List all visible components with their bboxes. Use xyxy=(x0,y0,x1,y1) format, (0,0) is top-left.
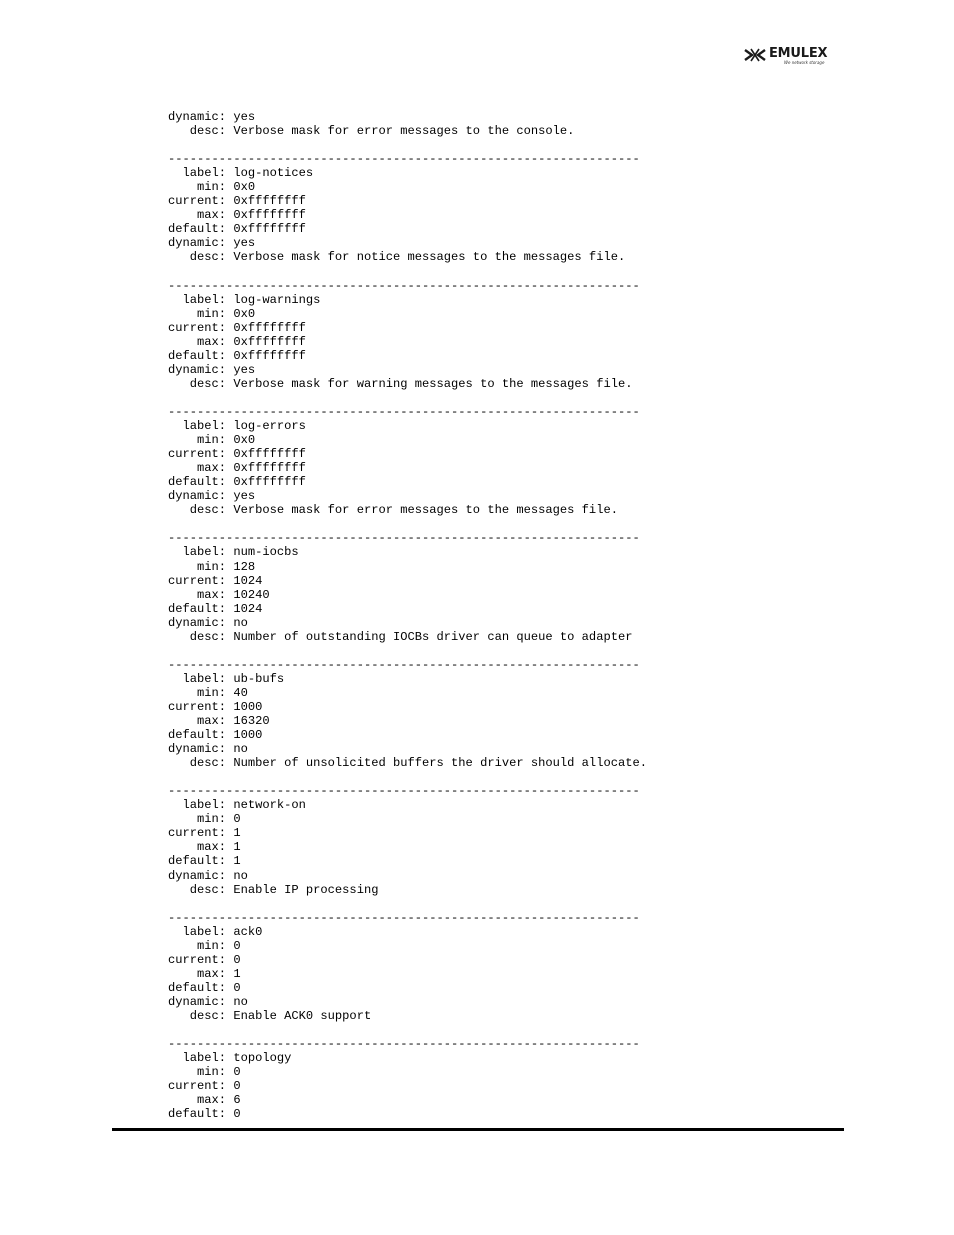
blank-line xyxy=(168,644,647,658)
field-min-line: min: 0x0 xyxy=(168,306,256,321)
blank-line xyxy=(168,391,647,405)
field-label-line: label: ub-bufs xyxy=(168,671,285,686)
field-label-line: label: log-warnings xyxy=(168,292,321,307)
separator-line: ----------------------------------------------------------------- xyxy=(168,152,640,167)
field-desc-line: desc: Enable IP processing xyxy=(168,882,379,897)
field-current-line: current: 0xffffffff xyxy=(168,447,306,462)
field-dynamic-line: dynamic: no xyxy=(168,868,248,883)
field-default-line: default: 0xffffffff xyxy=(168,475,306,490)
field-default-line: default: 1024 xyxy=(168,601,263,616)
field-dynamic-line: dynamic: no xyxy=(168,615,248,630)
field-min-line: min: 0 xyxy=(168,1065,241,1080)
field-label-line: label: ack0 xyxy=(168,924,263,939)
field-default-line: default: 0xffffffff xyxy=(168,348,306,363)
separator-line: ----------------------------------------------------------------- xyxy=(168,1037,640,1052)
field-default-line: default: 1000 xyxy=(168,728,263,743)
field-desc-line: desc: Number of unsolicited buffers the driver should allocate. xyxy=(168,756,647,771)
blank-line xyxy=(168,1023,647,1037)
field-current-line: current: 0xffffffff xyxy=(168,194,306,209)
field-label-line: label: log-errors xyxy=(168,419,306,434)
field-current-line: current: 0 xyxy=(168,952,241,967)
field-max-line: max: 0xffffffff xyxy=(168,334,306,349)
blank-line xyxy=(168,138,647,152)
field-max-line: max: 10240 xyxy=(168,587,270,602)
field-min-line: min: 0 xyxy=(168,938,241,953)
field-min-line: min: 128 xyxy=(168,559,256,574)
field-desc-line: desc: Verbose mask for warning messages to the messages file. xyxy=(168,376,633,391)
field-max-line: max: 0xffffffff xyxy=(168,461,306,476)
field-current-line: current: 0 xyxy=(168,1079,241,1094)
field-label-line: label: num-iocbs xyxy=(168,545,299,560)
field-desc-line: desc: Verbose mask for notice messages to the messages file. xyxy=(168,250,626,265)
separator-line: ----------------------------------------------------------------- xyxy=(168,404,640,419)
field-min-line: min: 0x0 xyxy=(168,180,256,195)
field-min-line: min: 0x0 xyxy=(168,433,256,448)
field-label-line: label: log-notices xyxy=(168,166,314,181)
field-dynamic-line: dynamic: yes xyxy=(168,362,256,377)
parameter-listing xyxy=(168,110,647,1121)
blank-line xyxy=(168,897,647,911)
separator-line: ----------------------------------------------------------------- xyxy=(168,784,640,799)
field-max-line: max: 1 xyxy=(168,966,241,981)
field-max-line: max: 6 xyxy=(168,1093,241,1108)
field-min-line: min: 40 xyxy=(168,685,248,700)
field-current-line: current: 1 xyxy=(168,826,241,841)
field-desc-line: desc: Enable ACK0 support xyxy=(168,1009,372,1023)
emulex-mark-icon xyxy=(744,48,766,62)
separator-line: ----------------------------------------------------------------- xyxy=(168,657,640,672)
field-dynamic-line: dynamic: no xyxy=(168,742,248,757)
logo-tagline: We network storage xyxy=(784,60,825,65)
field-desc-line: desc: Number of outstanding IOCBs driver can queue to adapter xyxy=(168,629,633,644)
field-label-line: label: topology xyxy=(168,1051,292,1066)
field-current-line: current: 1000 xyxy=(168,699,263,714)
field-current-line: current: 1024 xyxy=(168,573,263,588)
field-default-line: default: 0xffffffff xyxy=(168,222,306,237)
field-default-line: default: 0 xyxy=(168,980,241,995)
separator-line: ----------------------------------------------------------------- xyxy=(168,531,640,546)
field-min-line: min: 0 xyxy=(168,812,241,827)
separator-line: ----------------------------------------------------------------- xyxy=(168,278,640,293)
field-dynamic-line: dynamic: yes xyxy=(168,236,256,251)
blank-line xyxy=(168,770,647,784)
field-default-line: default: 1 xyxy=(168,854,241,869)
field-dynamic-line: dynamic: yes xyxy=(168,110,256,124)
field-dynamic-line: dynamic: yes xyxy=(168,489,256,504)
field-label-line: label: network-on xyxy=(168,798,306,813)
footer-divider xyxy=(112,1128,844,1131)
blank-line xyxy=(168,265,647,279)
field-dynamic-line: dynamic: no xyxy=(168,994,248,1009)
field-max-line: max: 0xffffffff xyxy=(168,208,306,223)
field-max-line: max: 16320 xyxy=(168,714,270,729)
field-desc-line: desc: Verbose mask for error messages to the messages file. xyxy=(168,503,618,518)
field-current-line: current: 0xffffffff xyxy=(168,320,306,335)
blank-line xyxy=(168,517,647,531)
emulex-logo xyxy=(744,46,840,68)
field-default-line: default: 0 xyxy=(168,1107,241,1122)
field-desc-line: desc: Verbose mask for error messages to the console. xyxy=(168,124,575,139)
separator-line: ----------------------------------------------------------------- xyxy=(168,910,640,925)
logo-wordmark: EMULEX xyxy=(769,46,828,61)
field-max-line: max: 1 xyxy=(168,840,241,855)
